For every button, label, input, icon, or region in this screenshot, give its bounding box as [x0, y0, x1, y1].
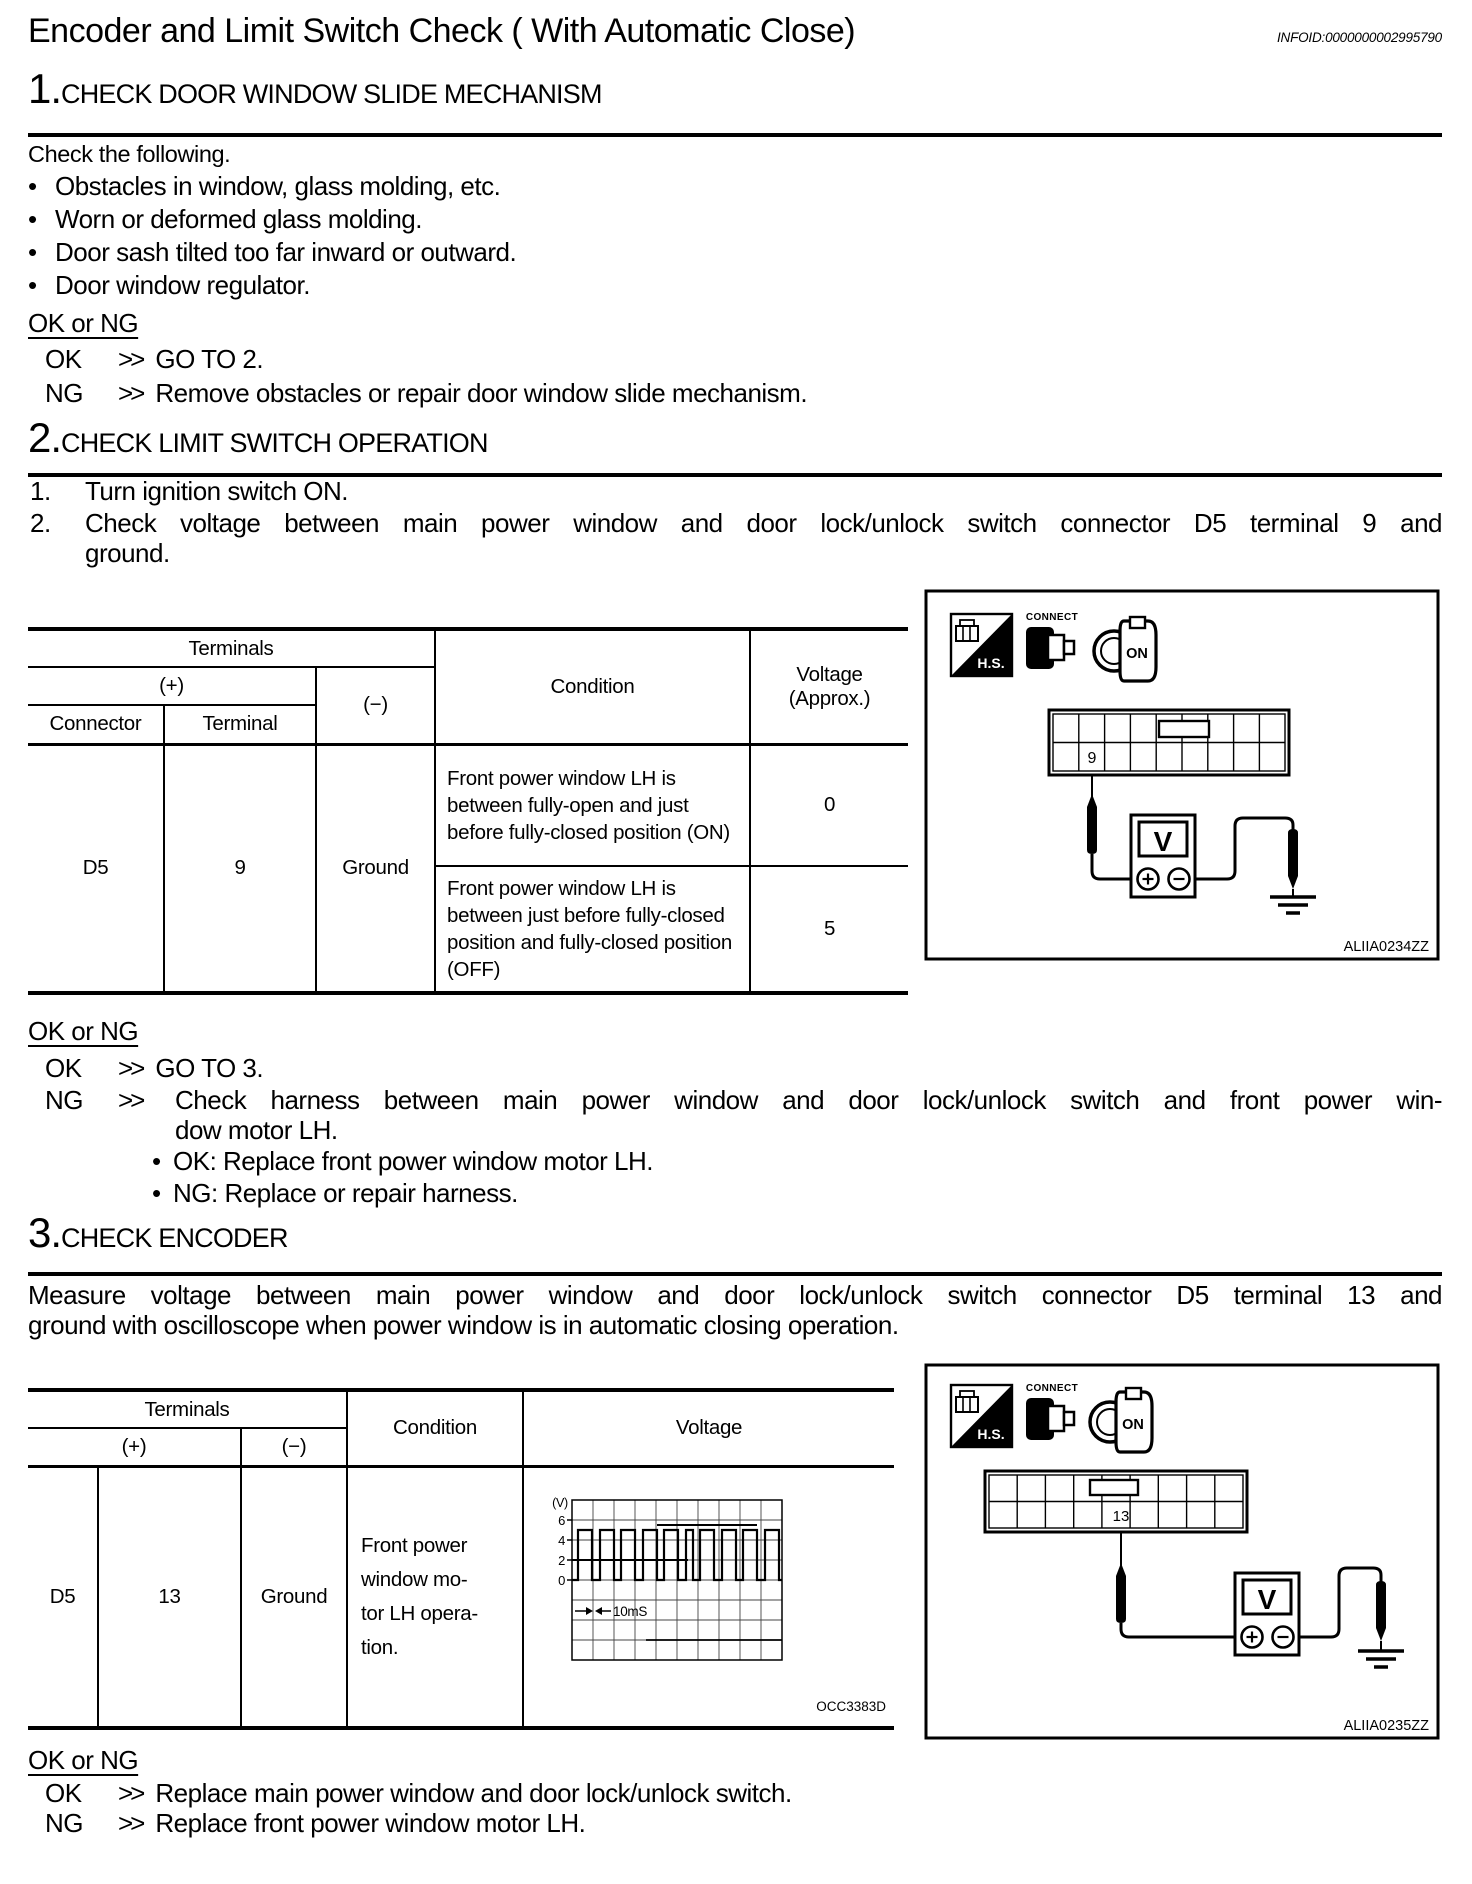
y-tick-label: 4: [558, 1532, 566, 1548]
th-terminals: Terminals: [28, 629, 435, 667]
limit-switch-check-figure: [924, 589, 1440, 961]
result-label: OK: [45, 1053, 82, 1083]
th-condition: Condition: [435, 629, 750, 744]
step2-number: 2.: [28, 414, 62, 461]
limit-switch-voltage-table: [28, 627, 908, 995]
result-label: NG: [45, 1808, 83, 1838]
th-condition: Condition: [347, 1390, 523, 1466]
square-wave-trace: [572, 1530, 782, 1580]
cell-condition-1: Front power window LH is between fully-open and just before fully-closed position (ON): [435, 744, 750, 866]
figure-code: OCC3383D: [816, 1699, 887, 1714]
pin-number-label: 9: [1087, 750, 1097, 767]
connector-grid: [1049, 710, 1289, 775]
step2-item2-line1: Check voltage between main power window and door lock/unlock switch connector D5 terminal 9 and: [85, 508, 1442, 538]
cell-minus: Ground: [316, 744, 435, 993]
bullet-marker: [28, 237, 55, 270]
cell-minus: Ground: [241, 1466, 347, 1728]
result-label: NG: [45, 1085, 83, 1115]
step1-title: CHECK DOOR WINDOW SLIDE MECHANISM: [61, 79, 602, 109]
step3-paragraph-line2: ground with oscilloscope when power window is in automatic closing operation.: [28, 1310, 899, 1340]
th-plus: (+): [28, 1428, 241, 1466]
item-text: Turn ignition switch ON.: [85, 476, 349, 506]
cell-connector: D5: [28, 744, 164, 993]
encoder-voltage-table: [28, 1388, 894, 1730]
connector-slot: [1090, 1480, 1138, 1495]
bullet-item: [28, 204, 516, 237]
step2-title: CHECK LIMIT SWITCH OPERATION: [61, 428, 488, 458]
y-axis-label: (V): [552, 1495, 568, 1510]
th-terminal: Terminal: [164, 705, 316, 744]
connector-slot: [1159, 721, 1209, 737]
step3-heading: [28, 1209, 288, 1256]
bullet-text: Obstacles in window, glass molding, etc.: [55, 171, 501, 201]
step1-number: 1.: [28, 65, 62, 112]
result-arrow: >>: [118, 1085, 143, 1115]
y-tick-label: 0: [558, 1572, 566, 1588]
result-ng-text-line2: dow motor LH.: [175, 1115, 338, 1145]
sub-bullet-ng: [152, 1178, 518, 1209]
ok-or-ng-heading: OK or NG: [28, 308, 139, 338]
th-voltage: Voltage: [523, 1390, 894, 1466]
cell-terminal: 13: [98, 1466, 241, 1728]
th-voltage-line1: Voltage: [796, 662, 863, 686]
condition-line: tion.: [361, 1635, 399, 1659]
condition-line: tor LH opera-: [361, 1601, 478, 1625]
step2-heading: [28, 414, 488, 461]
encoder-check-figure: [924, 1363, 1440, 1740]
pin-number-label: 13: [1112, 1508, 1130, 1525]
bullet-text: Worn or deformed glass molding.: [55, 204, 422, 234]
bullet-text: Door window regulator.: [55, 270, 310, 300]
bullet-marker: [28, 270, 55, 303]
time-division-annotation: [575, 1604, 647, 1619]
result-arrow: >>: [118, 378, 143, 408]
step2-item2-number: [30, 508, 85, 539]
time-division-label: 10mS: [613, 1603, 648, 1619]
step3-title: CHECK ENCODER: [61, 1223, 288, 1253]
cell-condition-2: Front power window LH is between just before fully-closed position and fully-closed position (OFF): [435, 866, 750, 993]
result-arrow: >>: [118, 1778, 143, 1808]
result-text: Replace main power window and door lock/unlock switch.: [155, 1778, 792, 1808]
result-label: OK: [45, 1778, 82, 1808]
waveform-chart: [550, 1494, 795, 1670]
y-tick-label: 2: [558, 1552, 566, 1568]
cell-voltage-2: 5: [750, 866, 908, 993]
sub-bullet-text: NG: Replace or repair harness.: [173, 1178, 518, 1208]
y-tick-label: 6: [558, 1512, 566, 1528]
bullet-item: [28, 237, 516, 270]
th-terminals: Terminals: [28, 1390, 347, 1428]
section-divider: [28, 133, 1442, 137]
bullet-item: [28, 171, 516, 204]
bullet-marker: [28, 204, 55, 237]
th-voltage-line2: (Approx.): [788, 686, 871, 710]
result-ok-row: [45, 344, 263, 375]
result-text: Replace front power window motor LH.: [155, 1808, 586, 1838]
th-voltage: [750, 629, 908, 744]
result-label: OK: [45, 344, 82, 374]
bullet-marker: [152, 1146, 173, 1177]
infoid-label: INFOID:0000000002995790: [1276, 30, 1442, 45]
sub-bullet-text: OK: Replace front power window motor LH.: [173, 1146, 653, 1176]
step3-number: 3.: [28, 1209, 62, 1256]
ok-or-ng-heading: OK or NG: [28, 1745, 139, 1775]
result-ok-row: [45, 1778, 792, 1809]
bullet-marker: [28, 171, 55, 204]
th-plus: (+): [28, 667, 316, 705]
result-ng-row: [45, 378, 807, 409]
section-divider: [28, 1272, 1442, 1276]
ok-or-ng-heading: OK or NG: [28, 1016, 139, 1046]
item-number: 1.: [30, 476, 51, 506]
step2-item1: [30, 476, 348, 507]
condition-line: Front power: [361, 1533, 468, 1557]
result-ng-row: [45, 1085, 155, 1116]
bullet-item: [28, 270, 516, 303]
item-number: 2.: [30, 508, 51, 538]
result-arrow: >>: [118, 344, 143, 374]
result-ng-row: [45, 1808, 585, 1839]
figure-code: ALIIA0234ZZ: [1343, 939, 1429, 955]
th-minus: (−): [241, 1428, 347, 1466]
condition-line: window mo-: [361, 1567, 468, 1591]
step1-intro: Check the following.: [28, 141, 231, 167]
result-text: Remove obstacles or repair door window slide mechanism.: [155, 378, 808, 408]
sub-bullet-ok: [152, 1146, 653, 1177]
bullet-text: Door sash tilted too far inward or outward.: [55, 237, 517, 267]
connector-grid: [985, 1471, 1247, 1532]
step3-paragraph-line1: Measure voltage between main power window and door lock/unlock switch connector D5 terminal 13 and: [28, 1280, 1442, 1310]
page-title: Encoder and Limit Switch Check ( With Automatic Close): [28, 12, 856, 50]
result-ok-row: [45, 1053, 263, 1084]
result-ng-text-line1: Check harness between main power window and door lock/unlock switch and front power win-: [175, 1085, 1442, 1115]
result-text: GO TO 2.: [155, 344, 264, 374]
figure-code: ALIIA0235ZZ: [1343, 1718, 1429, 1734]
result-arrow: >>: [118, 1053, 143, 1083]
th-connector: Connector: [28, 705, 164, 744]
cell-terminal: 9: [164, 744, 316, 993]
th-minus: (−): [316, 667, 435, 744]
result-text: GO TO 3.: [155, 1053, 264, 1083]
step1-bullet-list: [28, 171, 516, 303]
bullet-marker: [152, 1178, 173, 1209]
step2-item2-line2: ground.: [85, 538, 170, 568]
result-label: NG: [45, 378, 83, 408]
cell-voltage-waveform: [523, 1466, 894, 1728]
cell-connector: D5: [28, 1466, 98, 1728]
result-arrow: >>: [118, 1808, 143, 1838]
cell-condition: [347, 1466, 523, 1728]
step1-heading: [28, 65, 602, 112]
cell-voltage-1: 0: [750, 744, 908, 866]
